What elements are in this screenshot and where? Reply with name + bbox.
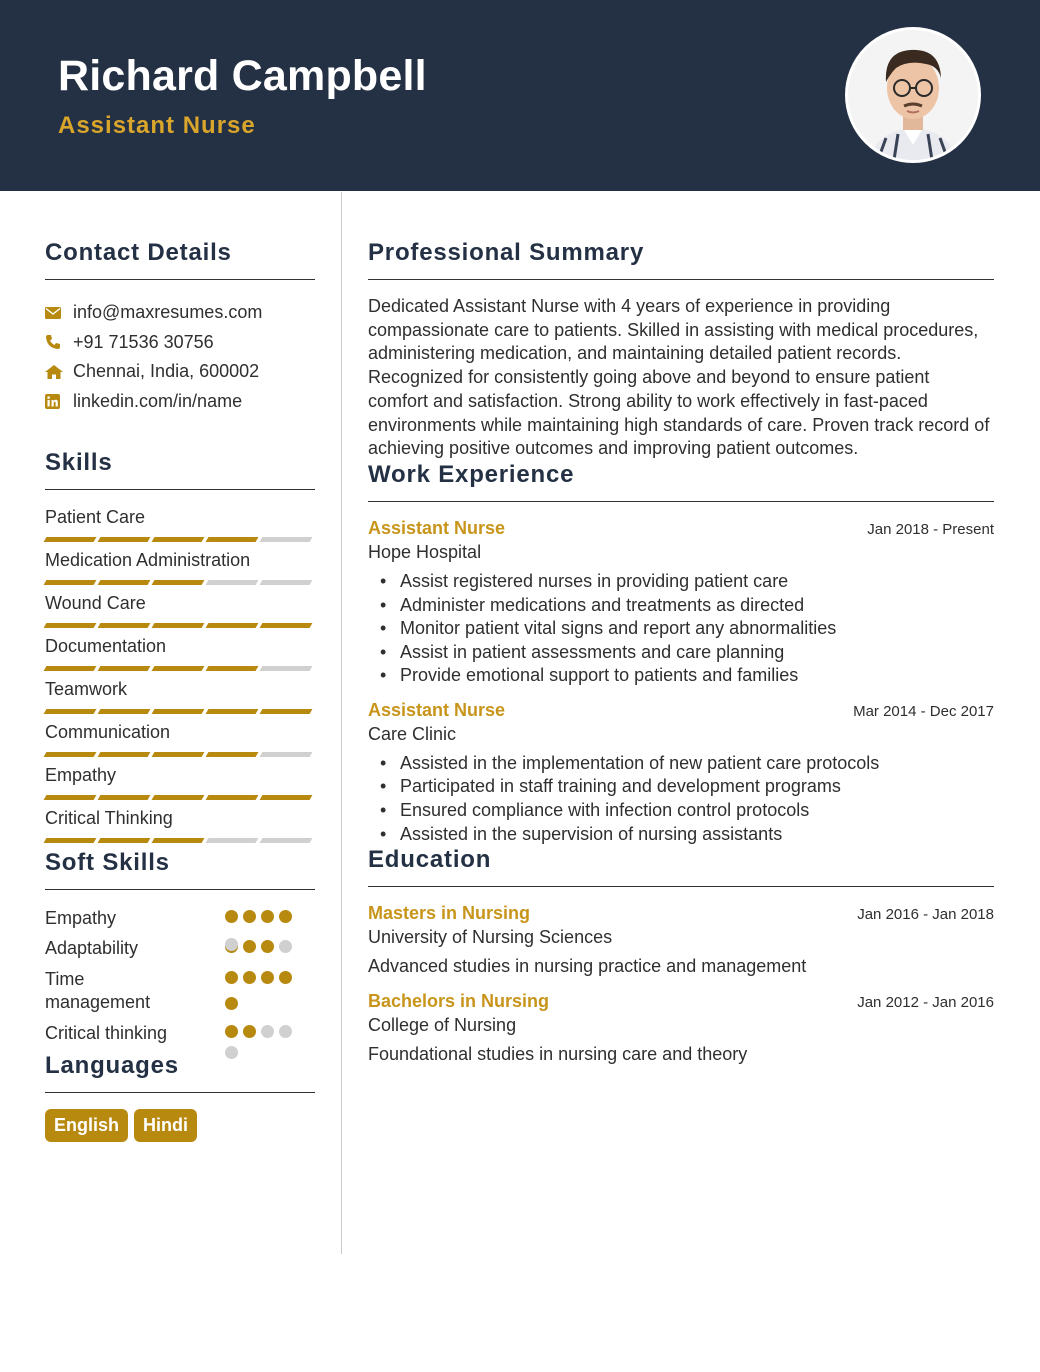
soft-skill-rating <box>225 1022 305 1053</box>
candidate-title: Assistant Nurse <box>58 112 256 139</box>
candidate-name: Richard Campbell <box>58 52 427 100</box>
skill-item <box>45 550 315 593</box>
contact-heading: Contact Details <box>45 239 315 280</box>
contact-location-text: Chennai, India, 600002 <box>73 361 260 382</box>
education-entry <box>368 991 994 1065</box>
skill-name: Communication <box>45 722 171 742</box>
skill-level-bar <box>45 580 315 585</box>
language-tag: Hindi <box>134 1109 197 1142</box>
linkedin-icon <box>45 392 73 410</box>
home-icon <box>45 363 73 381</box>
soft-skill-rating <box>225 937 305 968</box>
list-item: • Assisted in the implementation of new patient care protocols <box>368 752 994 776</box>
education-heading: Education <box>368 846 994 887</box>
summary-text: Dedicated Assistant Nurse with 4 years of experience in providing compassionate care to patients. Skilled in assisting with medical procedures, administering medication, and maintaining detailed patient records. Recognized for consistently going above and beyond to ensure patient comfort and satisfaction. Strong ability to work effectively in fast-paced environments while maintaining high standards of care. Proven track record of achieving positive outcomes and improving patient outcomes. <box>368 296 990 459</box>
soft-skills-list <box>45 907 315 1053</box>
skill-item <box>45 679 315 722</box>
skill-level-bar <box>45 752 315 757</box>
degree-title: Bachelors in Nursing <box>368 991 550 1012</box>
skill-item <box>45 765 315 808</box>
school-name: University of Nursing Sciences <box>368 927 613 948</box>
skill-name: Documentation <box>45 636 167 656</box>
job-date: Jan 2018 - Present <box>867 520 994 538</box>
skill-name: Teamwork <box>45 679 128 699</box>
education-description: Foundational studies in nursing care and theory <box>368 1044 748 1065</box>
skill-level-bar <box>45 795 315 800</box>
job-responsibilities <box>368 570 994 688</box>
envelope-icon <box>45 304 73 322</box>
skill-level-bar <box>45 709 315 714</box>
contact-email-text: info@maxresumes.com <box>73 302 263 323</box>
job-date: Mar 2014 - Dec 2017 <box>853 702 994 720</box>
experience-heading: Work Experience <box>368 461 994 502</box>
list-item: • Assisted in the supervision of nursing assistants <box>368 823 994 847</box>
soft-skill-item <box>45 937 315 968</box>
soft-skill-rating <box>225 907 305 937</box>
skill-name: Wound Care <box>45 593 146 613</box>
skill-level-bar <box>45 666 315 671</box>
skill-item <box>45 636 315 679</box>
contact-email[interactable] <box>45 298 315 328</box>
skill-name: Medication Administration <box>45 550 251 570</box>
job-title: Assistant Nurse <box>368 699 506 720</box>
summary-heading: Professional Summary <box>368 239 994 280</box>
list-item: • Ensured compliance with infection control protocols <box>368 799 994 823</box>
degree-title: Masters in Nursing <box>368 903 531 924</box>
soft-skills-heading: Soft Skills <box>45 849 315 890</box>
list-item: • Assist in patient assessments and care planning <box>368 641 994 665</box>
contact-phone-text: +91 71536 30756 <box>73 331 214 352</box>
languages-list <box>45 1109 315 1142</box>
skill-level-bar <box>45 623 315 628</box>
soft-skill-rating <box>225 968 305 1022</box>
soft-skill-item <box>45 968 315 1022</box>
skill-level-bar <box>45 537 315 542</box>
contact-phone[interactable] <box>45 328 315 358</box>
job-organization: Care Clinic <box>368 723 457 744</box>
job-organization: Hope Hospital <box>368 541 482 562</box>
list-item: • Administer medications and treatments as directed <box>368 594 994 618</box>
list-item: • Participated in staff training and development programs <box>368 775 994 799</box>
education-description: Advanced studies in nursing practice and management <box>368 956 807 977</box>
job-title: Assistant Nurse <box>368 517 506 538</box>
skills-heading: Skills <box>45 449 315 490</box>
skill-item <box>45 722 315 765</box>
soft-skill-name: Adaptability <box>45 938 139 958</box>
skill-item <box>45 593 315 636</box>
skill-name: Critical Thinking <box>45 808 173 828</box>
contact-list <box>45 298 315 416</box>
soft-skill-name: Critical thinking <box>45 1023 168 1043</box>
column-divider <box>341 192 342 1254</box>
language-tag: English <box>45 1109 128 1142</box>
job-responsibilities <box>368 752 994 846</box>
list-item: • Assist registered nurses in providing patient care <box>368 570 994 594</box>
skill-level-bar <box>45 838 315 843</box>
skill-name: Patient Care <box>45 507 146 527</box>
education-date: Jan 2016 - Jan 2018 <box>857 906 994 924</box>
skill-name: Empathy <box>45 765 117 785</box>
resume-header <box>0 0 1040 191</box>
skill-item <box>45 507 315 550</box>
languages-heading: Languages <box>45 1052 315 1093</box>
list-item: • Monitor patient vital signs and report any abnormalities <box>368 617 994 641</box>
soft-skill-name: Empathy <box>45 908 117 928</box>
skills-list <box>45 507 315 851</box>
skill-item <box>45 808 315 851</box>
soft-skill-item <box>45 907 315 937</box>
avatar-portrait <box>848 30 978 160</box>
school-name: College of Nursing <box>368 1015 517 1036</box>
education-entry <box>368 903 994 977</box>
education-date: Jan 2012 - Jan 2016 <box>857 994 994 1012</box>
contact-location <box>45 357 315 387</box>
right-column <box>368 192 994 1065</box>
contact-linkedin[interactable] <box>45 387 315 417</box>
job-entry <box>368 700 994 846</box>
soft-skill-name: Time management <box>45 969 151 1012</box>
profile-photo <box>845 27 981 163</box>
left-column <box>45 192 315 1142</box>
phone-icon <box>45 333 73 351</box>
list-item: • Provide emotional support to patients and families <box>368 664 994 688</box>
soft-skill-item <box>45 1022 315 1053</box>
contact-linkedin-text: linkedin.com/in/name <box>73 390 243 411</box>
job-entry <box>368 518 994 688</box>
